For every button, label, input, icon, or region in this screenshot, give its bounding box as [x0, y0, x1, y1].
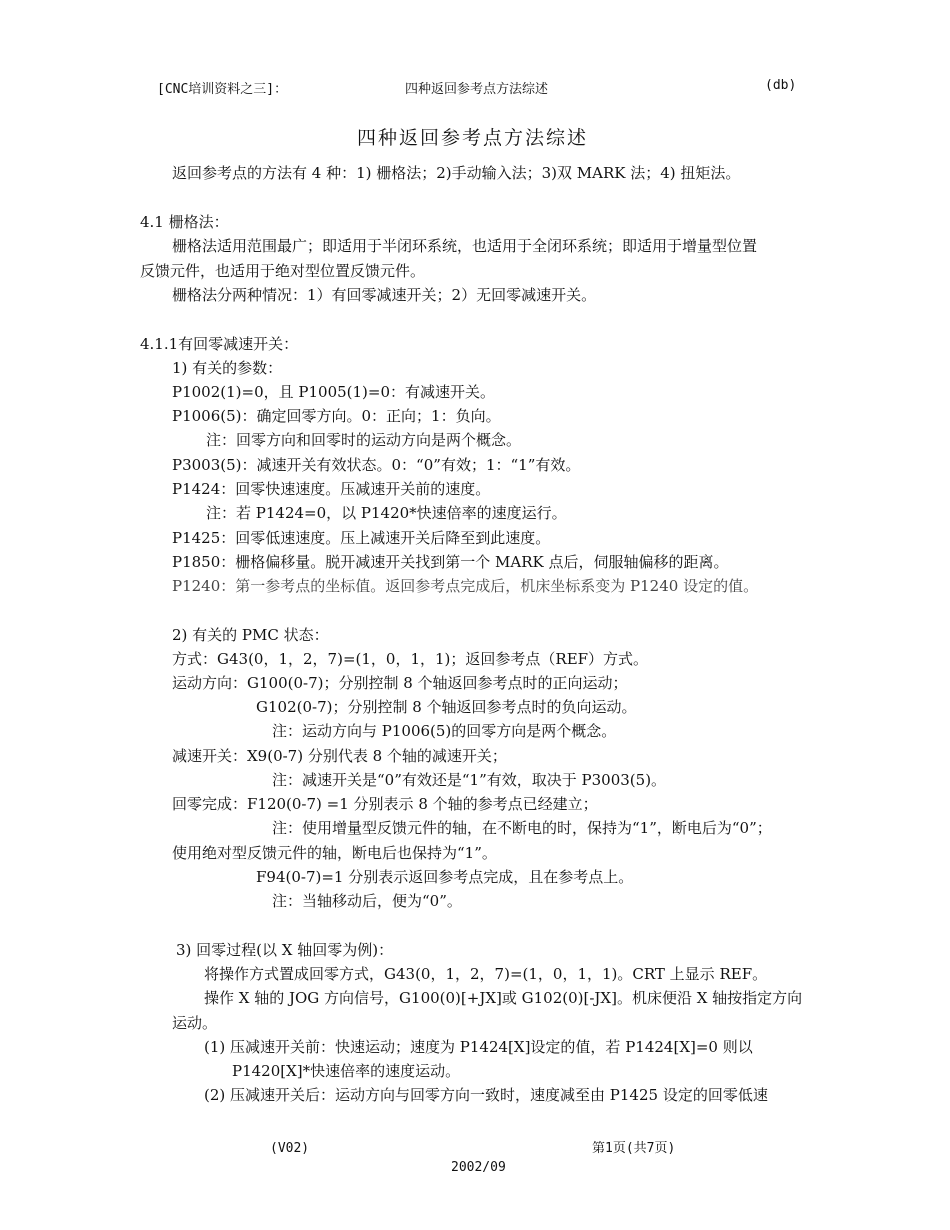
param-line: P3003(5)：减速开关有效状态。0：“0”有效；1：“1”有效。	[172, 456, 581, 474]
note-line: 注：若 P1424=0，以 P1420*快速倍率的速度运行。	[206, 504, 567, 522]
intro-paragraph: 返回参考点的方法有 4 种：1) 栅格法；2)手动输入法；3)双 MARK 法；4) 扭矩法。	[172, 164, 741, 182]
footer-date: 2002/09	[451, 1160, 506, 1175]
note-line: 注：减速开关是“0”有效还是“1”有效，取决于 P3003(5)。	[272, 771, 667, 789]
section-heading-4-1: 4.1 栅格法：	[140, 213, 229, 231]
param-line: P1425：回零低速速度。压上减速开关后降至到此速度。	[172, 529, 551, 547]
footer-page: 第1页(共7页)	[592, 1141, 676, 1156]
note-line: 注：当轴移动后，便为“0”。	[272, 892, 462, 910]
subsection-heading: 2) 有关的 PMC 状态：	[172, 626, 329, 644]
paragraph-line: 栅格法分两种情况：1）有回零减速开关；2）无回零减速开关。	[172, 286, 597, 304]
note-line: 使用绝对型反馈元件的轴，断电后也保持为“1”。	[172, 844, 497, 862]
paragraph-line: 反馈元件，也适用于绝对型位置反馈元件。	[140, 262, 426, 280]
header-center: 四种返回参考点方法综述	[405, 82, 549, 97]
document-title: 四种返回参考点方法综述	[357, 127, 589, 149]
paragraph-line: 栅格法适用范围最广；即适用于半闭环系统，也适用于全闭环系统；即适用于增量型位置	[172, 237, 758, 255]
pmc-line: 方式：G43(0，1，2，7)=(1，0，1，1)；返回参考点（REF）方式。	[172, 650, 649, 668]
subsection-heading: 1) 有关的参数：	[172, 359, 283, 377]
note-line: 注：运动方向与 P1006(5)的回零方向是两个概念。	[272, 722, 617, 740]
pmc-line: 回零完成：F120(0-7) =1 分别表示 8 个轴的参考点已经建立；	[172, 795, 598, 813]
param-line: P1240：第一参考点的坐标值。返回参考点完成后，机床坐标系变为 P1240 设定的值。	[172, 577, 759, 595]
header-left: [CNC培训资料之三]：	[157, 82, 288, 97]
process-step: P1420[X]*快速倍率的速度运动。	[232, 1062, 461, 1080]
pmc-line: F94(0-7)=1 分别表示返回参考点完成，且在参考点上。	[256, 868, 634, 886]
process-step: (1) 压减速开关前：快速运动；速度为 P1424[X]设定的值，若 P1424[X]=0 则以	[204, 1038, 753, 1056]
process-line: 将操作方式置成回零方式，G43(0，1，2，7)=(1，0，1，1)。CRT 上显示 REF。	[204, 965, 768, 983]
process-step: (2) 压减速开关后：运动方向与回零方向一致时，速度减至由 P1425 设定的回零低速	[204, 1086, 768, 1104]
pmc-line: 减速开关：X9(0-7) 分别代表 8 个轴的减速开关；	[172, 747, 507, 765]
footer-version: (V02)	[270, 1141, 310, 1156]
pmc-line: G102(0-7)；分别控制 8 个轴返回参考点时的负向运动。	[256, 698, 637, 716]
note-line: 注：回零方向和回零时的运动方向是两个概念。	[206, 431, 522, 449]
process-line: 运动。	[172, 1014, 218, 1032]
process-line: 操作 X 轴的 JOG 方向信号，G100(0)[+JX]或 G102(0)[-JX]。机床便沿 X 轴按指定方向	[204, 989, 803, 1007]
param-line: P1002(1)=0，且 P1005(1)=0：有减速开关。	[172, 383, 496, 401]
pmc-line: 运动方向：G100(0-7)；分别控制 8 个轴返回参考点时的正向运动；	[172, 674, 628, 692]
header-right: (db)	[765, 78, 797, 93]
section-heading-4-1-1: 4.1.1有回零减速开关：	[140, 335, 299, 353]
subsection-heading: 3) 回零过程(以 X 轴回零为例)：	[176, 941, 394, 959]
note-line: 注：使用增量型反馈元件的轴，在不断电的时，保持为“1”，断电后为“0”；	[272, 819, 772, 837]
param-line: P1850：栅格偏移量。脱开减速开关找到第一个 MARK 点后，伺服轴偏移的距离。	[172, 553, 729, 571]
param-line: P1006(5)：确定回零方向。0：正向；1：负向。	[172, 407, 501, 425]
param-line: P1424：回零快速速度。压减速开关前的速度。	[172, 480, 491, 498]
